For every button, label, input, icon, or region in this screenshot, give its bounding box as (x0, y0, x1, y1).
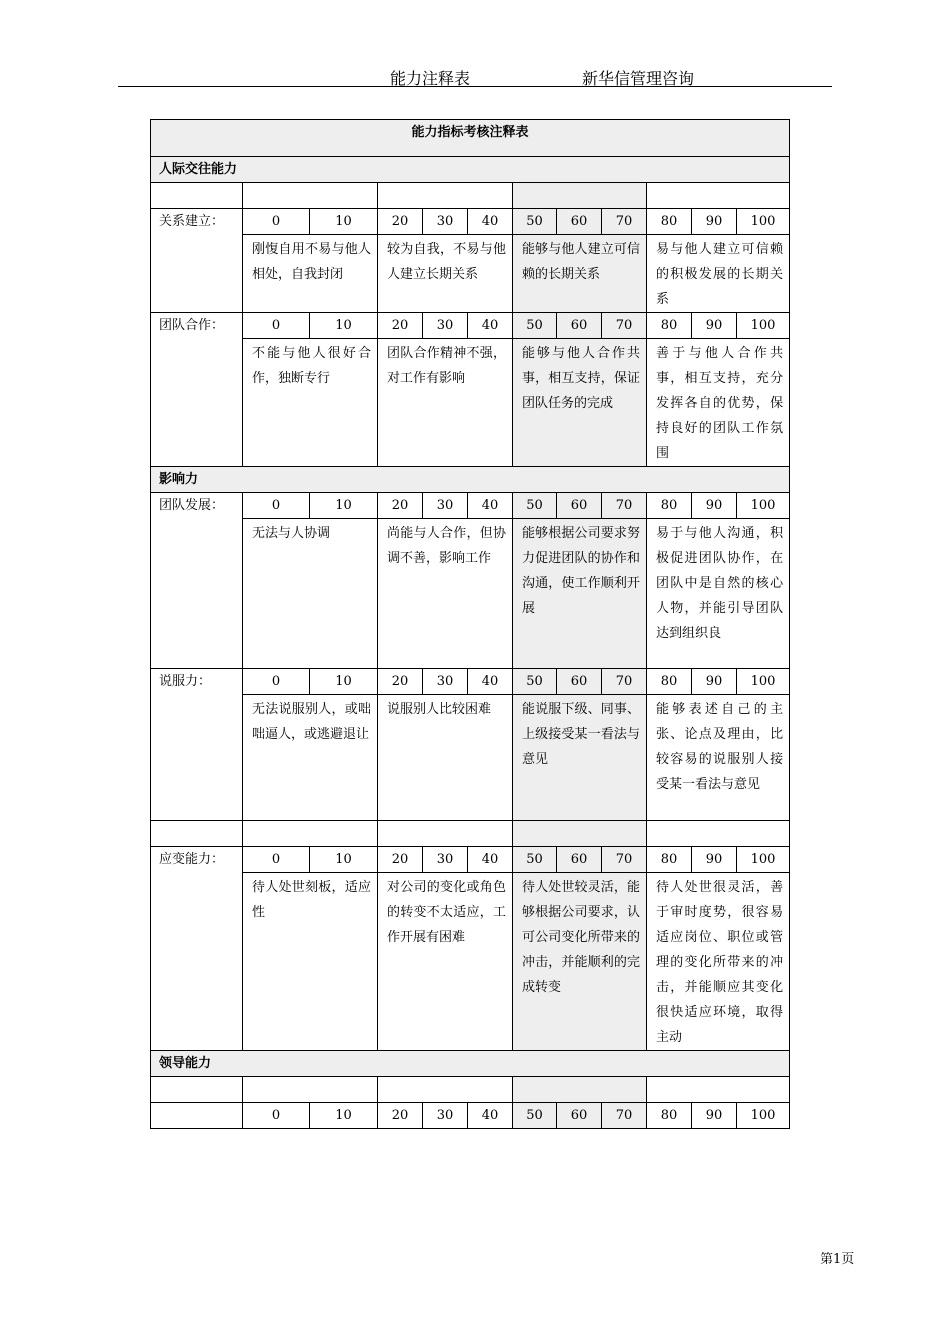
level-description: 待人处世很灵活，善于审时度势，很容易适应岗位、职位或管理的变化所带来的冲击，并能顺应其变化很快适应环境，取得主动 (647, 873, 790, 1051)
scale-value: 60 (557, 313, 602, 339)
scale-value: 90 (692, 1103, 737, 1129)
row-label: 团队发展： (151, 493, 243, 669)
level-description: 较为自我，不易与他人建立长期关系 (378, 235, 513, 313)
scale-value: 80 (647, 313, 692, 339)
scale-value: 30 (423, 209, 468, 235)
scale-value: 100 (737, 1103, 790, 1129)
scale-value: 40 (468, 669, 513, 695)
blank-row (151, 183, 790, 209)
scale-value: 40 (468, 313, 513, 339)
scale-value: 70 (602, 313, 647, 339)
level-description: 待人处世刻板，适应性 (243, 873, 378, 1051)
blank-row (151, 1077, 790, 1103)
description-row (151, 235, 790, 313)
level-description: 能够根据公司要求努力促进团队的协作和沟通，使工作顺利开展 (513, 519, 647, 669)
scale-value: 60 (557, 669, 602, 695)
scale-row (151, 1103, 790, 1129)
level-description: 善于与他人合作共事，相互支持，充分发挥各自的优势，保持良好的团队工作氛围 (647, 339, 790, 467)
scale-value: 60 (557, 493, 602, 519)
level-description: 团队合作精神不强，对工作有影响 (378, 339, 513, 467)
scale-value: 10 (310, 1103, 378, 1129)
scale-value: 90 (692, 209, 737, 235)
level-description: 不能与他人很好合作，独断专行 (243, 339, 378, 467)
scale-value: 100 (737, 669, 790, 695)
scale-value: 100 (737, 493, 790, 519)
scale-value: 80 (647, 1103, 692, 1129)
scale-value: 30 (423, 847, 468, 873)
page-number: 第1页 (820, 1252, 855, 1267)
scale-row (151, 313, 790, 339)
table-title: 能力指标考核注释表 (151, 120, 790, 157)
scale-value: 50 (513, 847, 557, 873)
scale-value: 40 (468, 847, 513, 873)
scale-value: 20 (378, 493, 423, 519)
scale-value: 70 (602, 493, 647, 519)
scale-value: 30 (423, 493, 468, 519)
scale-value: 100 (737, 847, 790, 873)
row-label: 关系建立： (151, 209, 243, 313)
level-description: 无法说服别人，或咄咄逼人，或逃避退让 (243, 695, 378, 821)
blank-row (151, 821, 790, 847)
header-left-title: 能力注释表 (390, 69, 471, 88)
scale-value: 0 (243, 1103, 310, 1129)
header-rule (118, 86, 832, 87)
description-row (151, 339, 790, 467)
scale-value: 20 (378, 313, 423, 339)
level-description: 能够与他人建立可信赖的长期关系 (513, 235, 647, 313)
scale-value: 10 (310, 847, 378, 873)
scale-value: 0 (243, 313, 310, 339)
scale-value: 40 (468, 1103, 513, 1129)
scale-row (151, 493, 790, 519)
scale-row (151, 669, 790, 695)
level-description: 说服别人比较困难 (378, 695, 513, 821)
scale-value: 90 (692, 313, 737, 339)
scale-value: 20 (378, 1103, 423, 1129)
ability-table (150, 119, 790, 1129)
scale-value: 80 (647, 669, 692, 695)
row-label: 应变能力： (151, 847, 243, 1051)
scale-value: 60 (557, 209, 602, 235)
scale-value: 10 (310, 313, 378, 339)
scale-value: 20 (378, 847, 423, 873)
scale-value: 30 (423, 1103, 468, 1129)
scale-value: 0 (243, 847, 310, 873)
scale-value: 30 (423, 313, 468, 339)
level-description: 能说服下级、同事、上级接受某一看法与意见 (513, 695, 647, 821)
level-description: 对公司的变化或角色的转变不太适应，工作开展有困难 (378, 873, 513, 1051)
scale-value: 90 (692, 847, 737, 873)
scale-value: 70 (602, 669, 647, 695)
scale-value: 60 (557, 847, 602, 873)
scale-value: 80 (647, 209, 692, 235)
row-label: 团队合作： (151, 313, 243, 467)
scale-value: 60 (557, 1103, 602, 1129)
row-label: 说服力： (151, 669, 243, 821)
level-description: 刚愎自用不易与他人相处，自我封闭 (243, 235, 378, 313)
level-description: 能够与他人合作共事，相互支持，保证团队任务的完成 (513, 339, 647, 467)
row-label (151, 1103, 243, 1129)
section-heading: 人际交往能力 (151, 157, 790, 183)
scale-value: 80 (647, 847, 692, 873)
scale-value: 10 (310, 669, 378, 695)
section-heading: 领导能力 (151, 1051, 790, 1077)
scale-value: 70 (602, 847, 647, 873)
level-description: 无法与人协调 (243, 519, 378, 669)
scale-value: 40 (468, 209, 513, 235)
scale-value: 20 (378, 209, 423, 235)
scale-value: 50 (513, 493, 557, 519)
scale-value: 70 (602, 209, 647, 235)
section-heading: 影响力 (151, 467, 790, 493)
level-description: 易与他人建立可信赖的积极发展的长期关系 (647, 235, 790, 313)
scale-row (151, 209, 790, 235)
scale-value: 30 (423, 669, 468, 695)
scale-value: 50 (513, 313, 557, 339)
level-description: 待人处世较灵活，能够根据公司要求，认可公司变化所带来的冲击，并能顺利的完成转变 (513, 873, 647, 1051)
scale-value: 50 (513, 669, 557, 695)
scale-value: 20 (378, 669, 423, 695)
scale-value: 80 (647, 493, 692, 519)
scale-row (151, 847, 790, 873)
scale-value: 40 (468, 493, 513, 519)
description-row (151, 519, 790, 669)
level-description: 能够表述自己的主张、论点及理由，比较容易的说服别人接受某一看法与意见 (647, 695, 790, 821)
description-row (151, 695, 790, 821)
scale-value: 70 (602, 1103, 647, 1129)
scale-value: 10 (310, 493, 378, 519)
level-description: 易于与他人沟通，积极促进团队协作，在团队中是自然的核心人物，并能引导团队达到组织良 (647, 519, 790, 669)
scale-value: 0 (243, 209, 310, 235)
scale-value: 50 (513, 209, 557, 235)
scale-value: 100 (737, 209, 790, 235)
scale-value: 10 (310, 209, 378, 235)
scale-value: 90 (692, 669, 737, 695)
scale-value: 100 (737, 313, 790, 339)
scale-value: 0 (243, 669, 310, 695)
scale-value: 50 (513, 1103, 557, 1129)
description-row (151, 873, 790, 1051)
header-right-company: 新华信管理咨询 (582, 69, 695, 88)
scale-value: 0 (243, 493, 310, 519)
level-description: 尚能与人合作，但协调不善，影响工作 (378, 519, 513, 669)
scale-value: 90 (692, 493, 737, 519)
